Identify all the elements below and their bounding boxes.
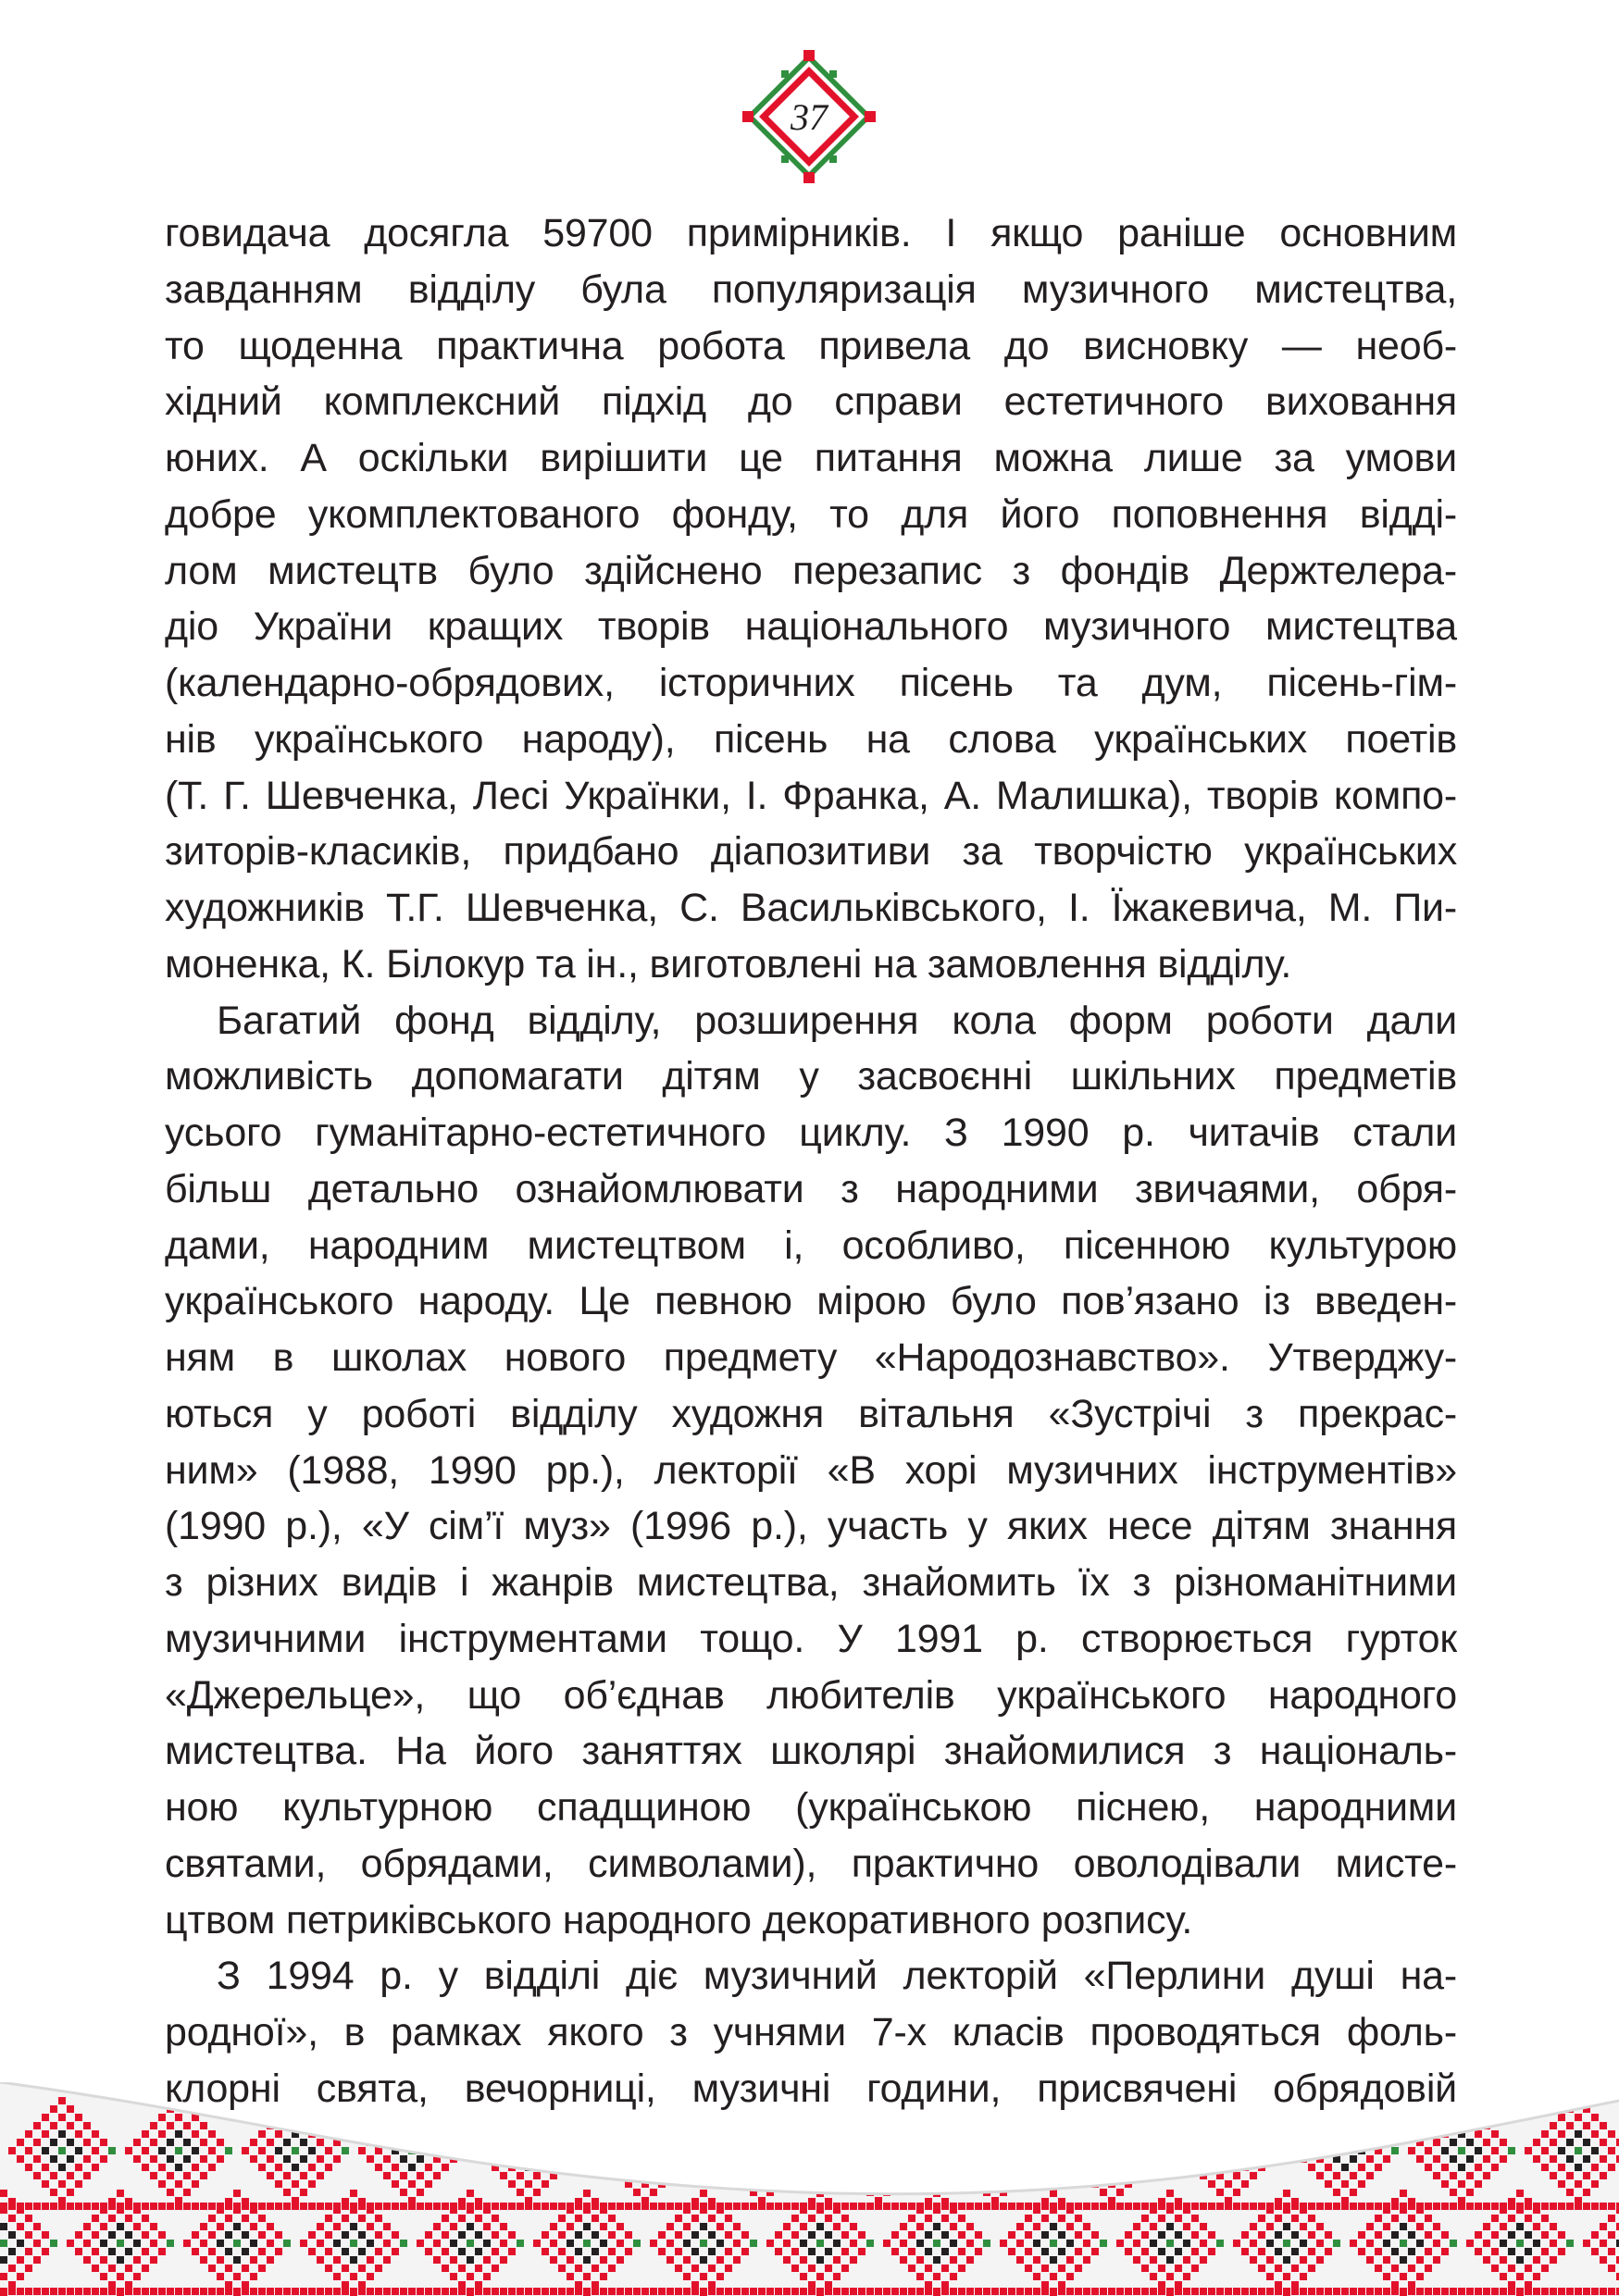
text-line: святами, обрядами, символами), практично оволодівали мисте-: [165, 1841, 1457, 1886]
text-line: ням в школах нового предмету «Народознавство». Утверджу-: [165, 1335, 1457, 1380]
text-line: усього гуманітарно-естетичного циклу. З 1990 р. читачів стали: [165, 1111, 1457, 1155]
text-line: ються у роботі відділу художня вітальня «Зустрічі з прекрас-: [165, 1391, 1457, 1436]
text-line: музичними інструментами тощо. У 1991 р. створюється гурток: [165, 1616, 1457, 1661]
embroidery-ornament-border: [0, 2082, 1619, 2296]
text-line: більш детально ознайомлювати з народними звичаями, обря-: [165, 1166, 1457, 1211]
paragraph-start-line: Багатий фонд відділу, розширення кола форм роботи дали: [217, 998, 1457, 1043]
text-line: родної», в рамках якого з учнями 7-х класів проводяться фоль-: [165, 2010, 1457, 2054]
embroidery-pattern-icon: [0, 2082, 1619, 2296]
text-line: можливість допомагати дітям у засвоєнні шкільних предметів: [165, 1054, 1457, 1099]
text-line: нів українського народу), пісень на слова українських поетів: [165, 716, 1457, 762]
text-line: художників Т.Г. Шевченка, С. Васильківського, І. Їжакевича, М. Пи-: [165, 886, 1457, 930]
text-line: цтвом петриківського народного декоративного розпису.: [165, 1897, 1193, 1942]
text-line: ним» (1988, 1990 рр.), лекторії «В хорі музичних інструментів»: [165, 1447, 1457, 1493]
page-number-badge: [742, 50, 876, 183]
text-line: завданням відділу була популяризація музичного мистецтва,: [165, 267, 1457, 312]
text-line: «Джерельце», що об’єднав любителів українського народного: [165, 1672, 1457, 1718]
text-line: з різних видів і жанрів мистецтва, знайомить їх з різноманітними: [165, 1560, 1457, 1605]
text-line: говидача досягла 59700 примірників. І якщо раніше основним: [165, 211, 1457, 255]
text-line: зиторів-класиків, придбано діапозитиви за творчістю українських: [165, 829, 1457, 875]
text-line: хідний комплексний підхід до справи естетичного виховання: [165, 379, 1457, 425]
text-line: українського народу. Це певною мірою було пов’язано із введен-: [165, 1279, 1457, 1324]
text-line: то щоденна практична робота привела до висновку — необ-: [165, 323, 1457, 368]
text-line: мистецтва. На його заняттях школярі знайомилися з національ-: [165, 1729, 1457, 1774]
body-text: [165, 205, 1457, 2117]
text-line: клорні свята, вечорниці, музичні години, присвячені обрядовій: [165, 2066, 1457, 2111]
text-line: дами, народним мистецтвом і, особливо, пісенною культурою: [165, 1222, 1457, 1268]
text-line: ною культурною спадщиною (українською піснею, народними: [165, 1785, 1457, 1830]
text-line: (1990 р.), «У сім’ї муз» (1996 р.), участь у яких несе дітям знання: [165, 1504, 1457, 1549]
paragraph-start-line: З 1994 р. у відділі діє музичний лекторій «Перлини душі на-: [217, 1954, 1457, 1999]
text-line: моненка, К. Білокур та ін., виготовлені на замовлення відділу.: [165, 941, 1292, 987]
page-number: 37: [791, 95, 828, 138]
text-line: (Т. Г. Шевченка, Лесі Українки, І. Франка, А. Малишка), творів компо-: [165, 773, 1457, 818]
text-line: юних. А оскільки вирішити це питання можна лише за умови: [165, 436, 1457, 480]
text-line: (календарно-обрядових, історичних пісень та дум, пісень-гім-: [165, 661, 1457, 705]
text-line: добре укомплектованого фонду, то для його поповнення відді-: [165, 491, 1457, 537]
text-line: лом мистецтв було здійснено перезапис з фондів Держтелера-: [165, 548, 1457, 593]
text-line: діо України кращих творів національного музичного мистецтва: [165, 604, 1457, 650]
